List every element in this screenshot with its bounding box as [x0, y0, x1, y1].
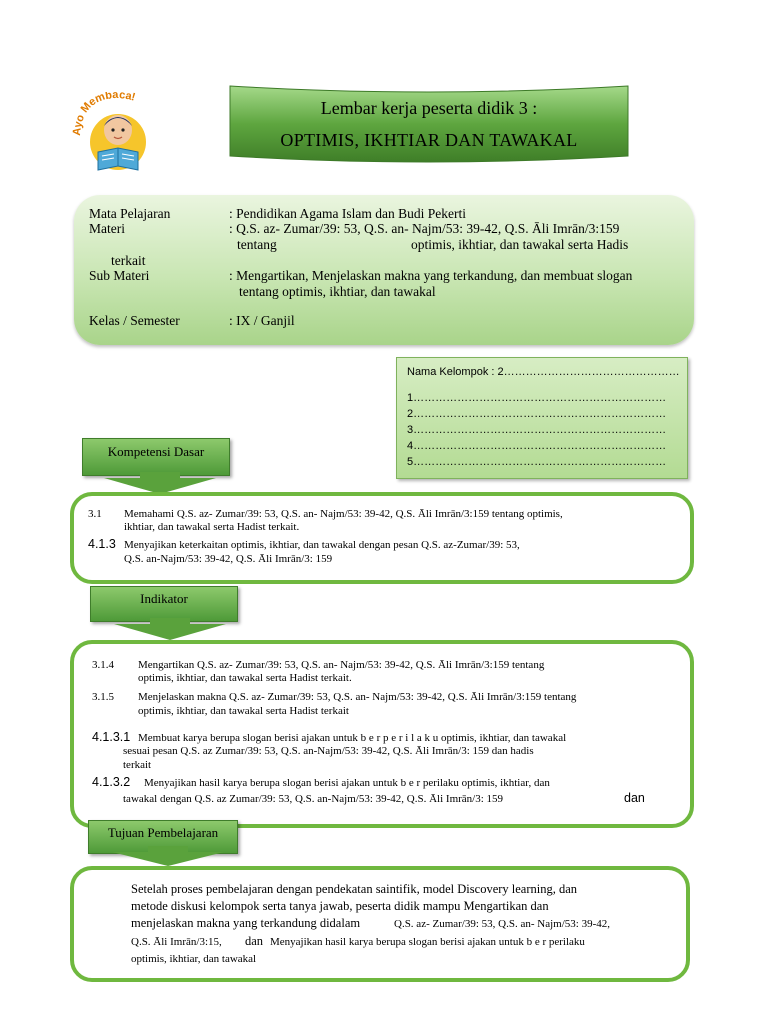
indicator-number-4: 4.1.3.2	[92, 775, 131, 789]
objective-line-5: optimis, ikhtiar, dan tawakal	[131, 953, 257, 965]
subject-value: : Pendidikan Agama Islam dan Budi Pekerti	[229, 206, 466, 221]
group-member-2: 2……………………………………………………………	[407, 408, 667, 420]
objective-label-text: Tujuan Pembelajaran	[107, 825, 219, 840]
kd-number-2: 4.1.3	[88, 537, 116, 551]
group-member-3: 3……………………………………………………………	[407, 424, 667, 436]
indicator-text-3b: sesuai pesan Q.S. az Zumar/39: 53, Q.S. an-Najm/53: 39-42, Q.S. Āli Imrān/3: 159 dan hadis	[123, 745, 534, 757]
indicator-text-2b: optimis, ikhtiar, dan tawakal serta Hadist terkait	[138, 705, 349, 717]
indicator-box	[70, 640, 694, 828]
kd-label	[82, 438, 230, 476]
kd-label-text: Kompetensi Dasar	[107, 444, 205, 459]
material-label: Materi	[89, 221, 125, 236]
kd-text-1b: ikhtiar, dan tawakal serta Hadist terkait.	[124, 521, 300, 533]
material-value-cont: tentang	[237, 237, 277, 252]
objective-box	[70, 866, 690, 982]
material-value-cont2: optimis, ikhtiar, dan tawakal serta Hadis	[411, 237, 629, 252]
indicator-text-1b: optimis, ikhtiar, dan tawakal serta Hadist terkait.	[138, 672, 352, 684]
submaterial-value: : Mengartikan, Menjelaskan makna yang terkandung, dan membuat slogan	[229, 268, 633, 283]
indicator-label-text: Indikator	[140, 591, 188, 606]
submaterial-value-cont: tentang optimis, ikhtiar, dan tawakal	[239, 284, 436, 299]
objective-line-1: Setelah proses pembelajaran dengan pendekatan saintifik, model Discovery learning, dan	[131, 882, 578, 896]
indicator-arrow-icon	[110, 618, 230, 640]
objective-line-3a: menjelaskan makna yang terkandung didalam	[131, 916, 361, 930]
objective-arrow-icon	[108, 846, 228, 866]
class-semester-value: : IX / Ganjil	[229, 313, 295, 328]
material-value-cont3: terkait	[111, 253, 146, 268]
indicator-text-1a: Mengartikan Q.S. az- Zumar/39: 53, Q.S. an- Najm/53: 39-42, Q.S. Āli Imrān/3:159 tentang	[138, 659, 545, 671]
group-member-4: 4……………………………………………………………	[407, 440, 667, 452]
indicator-text-4a: Menyajikan hasil karya berupa slogan berisi ajakan untuk b e r perilaku optimis, ikhtiar, dan	[144, 777, 550, 789]
submaterial-label: Sub Materi	[89, 268, 150, 283]
indicator-number-2: 3.1.5	[92, 691, 114, 703]
reading-mascot-image	[72, 92, 164, 178]
group-member-1: 1……………………………………………………………	[407, 392, 667, 404]
group-box	[396, 357, 688, 479]
objective-line-4c: Menyajikan hasil karya berupa slogan berisi ajakan untuk b e r perilaku	[270, 936, 585, 948]
indicator-label	[90, 586, 238, 622]
indicator-text-2a: Menjelaskan makna Q.S. az- Zumar/39: 53, Q.S. an- Najm/53: 39-42, Q.S. Āli Imrān/3:159 tentang	[138, 691, 577, 703]
class-semester-label: Kelas / Semester	[89, 313, 180, 328]
objective-line-4b: dan	[245, 934, 264, 948]
worksheet-title: Lembar kerja peserta didik 3 :	[320, 98, 538, 118]
kd-box	[70, 492, 694, 584]
objective-line-3b: Q.S. az- Zumar/39: 53, Q.S. an- Najm/53: 39-42,	[394, 918, 610, 930]
kd-text-1a: Memahami Q.S. az- Zumar/39: 53, Q.S. an- Najm/53: 39-42, Q.S. Āli Imrān/3:159 tentang optimis,	[124, 508, 563, 520]
subject-info-box	[74, 195, 694, 345]
title-ribbon	[228, 84, 630, 164]
worksheet-topic: OPTIMIS, IKHTIAR DAN TAWAKAL	[280, 130, 578, 150]
objective-line-4a: Q.S. Āli Imrān/3:15,	[131, 936, 222, 948]
kd-arrow-icon	[100, 472, 220, 494]
subject-label: Mata Pelajaran	[89, 206, 171, 221]
indicator-text-3a: Membuat karya berupa slogan berisi ajakan untuk b e r p e r i l a k u optimis, ikhtiar, dan tawakal	[138, 732, 567, 744]
kd-text-2b: Q.S. an-Najm/53: 39-42, Q.S. Āli Imrān/3: 159	[124, 553, 333, 565]
group-member-5: 5……………………………………………………………	[407, 456, 667, 468]
indicator-text-4c: dan	[624, 791, 645, 805]
kd-number-1: 3.1	[88, 508, 102, 520]
indicator-number-1: 3.1.4	[92, 659, 114, 671]
badge-text: Ayo Membaca!	[72, 92, 137, 137]
kd-text-2a: Menyajikan keterkaitan optimis, ikhtiar, dan tawakal dengan pesan Q.S. az-Zumar/39: 53,	[124, 539, 520, 551]
group-name: Nama Kelompok : 2…………………………………………	[407, 366, 680, 378]
indicator-text-3c: terkait	[123, 759, 152, 771]
indicator-text-4b: tawakal dengan Q.S. az Zumar/39: 53, Q.S. an-Najm/53: 39-42, Q.S. Āli Imrān/3: 159	[123, 793, 504, 805]
indicator-number-3: 4.1.3.1	[92, 730, 131, 744]
objective-line-2: metode diskusi kelompok serta tanya jawab, peserta didik mampu Mengartikan dan	[131, 899, 549, 913]
material-value: : Q.S. az- Zumar/39: 53, Q.S. an- Najm/53: 39-42, Q.S. Āli Imrān/3:159	[229, 221, 620, 236]
